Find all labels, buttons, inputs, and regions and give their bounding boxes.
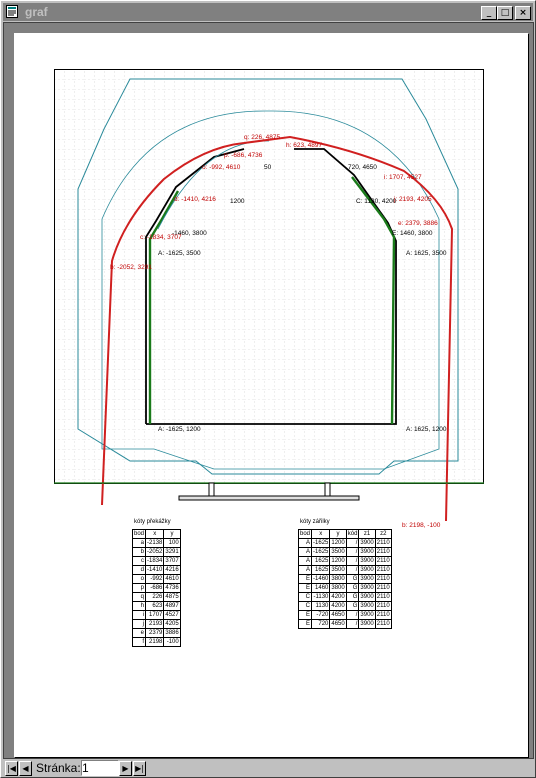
- table-cell: c: [133, 557, 146, 566]
- table-cell: 2110: [376, 539, 390, 546]
- table-cell: 2110: [376, 593, 390, 600]
- gauge-coordinates-table: [298, 529, 392, 629]
- table-cell: -1410: [147, 566, 163, 573]
- preview-page: [14, 33, 528, 757]
- table-cell: 2198: [146, 638, 164, 647]
- table-cell: -686: [146, 584, 164, 593]
- table-row: [299, 539, 392, 548]
- title-bar[interactable]: [3, 3, 533, 21]
- table-cell: -2052: [147, 548, 163, 555]
- table-row: [133, 620, 181, 629]
- table-cell: j: [133, 620, 146, 629]
- close-button[interactable]: ×: [515, 6, 531, 20]
- table-cell: 4650: [331, 620, 345, 627]
- table-cell: E: [299, 575, 312, 584]
- table-cell: 2110: [376, 557, 390, 564]
- table-cell: E: [299, 620, 312, 629]
- table-row: [133, 584, 181, 593]
- first-page-button[interactable]: |◀: [5, 761, 18, 776]
- drawing-label: o: -992, 4610: [202, 164, 241, 171]
- table-cell: 4875: [165, 593, 179, 600]
- table-cell: f: [133, 638, 146, 647]
- table-cell: d: [133, 566, 146, 575]
- table-cell: 623: [146, 602, 164, 611]
- table-cell: /: [346, 620, 359, 629]
- table-cell: G: [346, 593, 359, 602]
- gauge-table-title: kóty zářilky: [300, 519, 330, 525]
- table-row: [299, 593, 392, 602]
- table-cell: 4200: [331, 593, 345, 600]
- table-cell: 2110: [376, 584, 390, 591]
- table-cell: 3800: [331, 584, 345, 591]
- table-row: [299, 620, 392, 629]
- table-cell: 3291: [165, 548, 179, 555]
- table-cell: E: [299, 611, 312, 620]
- drawing-label: b: 2198, -100: [402, 522, 441, 529]
- table-cell: 3900: [360, 566, 374, 573]
- table-cell: /: [346, 557, 359, 566]
- table-cell: A: [299, 539, 312, 548]
- table-cell: G: [346, 602, 359, 611]
- table-cell: 100: [164, 539, 180, 548]
- table-cell: a: [133, 539, 146, 548]
- table-row: [299, 611, 392, 620]
- prev-page-button[interactable]: ◀: [19, 761, 32, 776]
- table-cell: C: [299, 593, 312, 602]
- table-row: [133, 539, 181, 548]
- table-row: [133, 638, 181, 647]
- print-preview-area[interactable]: [3, 22, 534, 759]
- table-cell: 2193: [146, 620, 164, 629]
- table-cell: -720: [312, 611, 330, 620]
- table-cell: 1460: [312, 584, 330, 593]
- table-cell: 2110: [376, 620, 390, 627]
- obstacle-table-title: kóty překážky: [134, 519, 171, 525]
- table-cell: 3800: [331, 575, 345, 582]
- table-cell: -992: [146, 575, 164, 584]
- table-cell: A: [299, 548, 312, 557]
- table-cell: e: [133, 629, 146, 638]
- drawing-label: i: 1707, 4527: [384, 174, 422, 181]
- table-cell: 2379: [146, 629, 164, 638]
- minimize-button[interactable]: _: [481, 6, 497, 20]
- column-header: kód: [347, 530, 358, 537]
- table-cell: 4205: [165, 620, 179, 627]
- table-cell: b: [133, 548, 146, 557]
- table-cell: 2110: [376, 611, 390, 618]
- table-cell: G: [346, 575, 359, 584]
- table-cell: 3900: [360, 557, 374, 564]
- table-cell: C: [299, 602, 312, 611]
- drawing-label: 1200: [230, 198, 245, 205]
- table-cell: 2110: [376, 575, 390, 582]
- table-row: [299, 584, 392, 593]
- app-icon: [6, 5, 18, 18]
- column-header: z2: [375, 530, 391, 539]
- table-cell: 3900: [360, 593, 374, 600]
- table-cell: 2110: [376, 602, 390, 609]
- table-row: [299, 566, 392, 575]
- table-cell: 1625: [312, 557, 330, 566]
- table-cell: /: [346, 539, 359, 548]
- obstacle-coordinates-table: [132, 529, 181, 647]
- rail-right: [325, 483, 330, 497]
- table-cell: 4527: [165, 611, 179, 618]
- table-cell: 3886: [165, 629, 179, 636]
- column-header: x: [312, 530, 330, 539]
- drawing-label: -1460, 3800: [172, 230, 207, 237]
- table-cell: 4216: [165, 566, 179, 573]
- table-cell: /: [346, 566, 359, 575]
- page-label: Stránka:: [36, 761, 81, 775]
- column-header: z1: [359, 530, 375, 539]
- drawing-label: A: -1625, 3500: [158, 250, 201, 257]
- table-cell: /: [346, 548, 359, 557]
- rail-left: [209, 483, 214, 497]
- table-cell: 3900: [360, 575, 374, 582]
- drawing-label: E: 1460, 3800: [392, 230, 433, 237]
- table-row: [133, 611, 181, 620]
- table-cell: 3900: [360, 620, 374, 627]
- table-cell: 4897: [165, 602, 179, 609]
- table-cell: -1625: [313, 539, 329, 546]
- table-cell: 3900: [360, 584, 374, 591]
- table-row: [133, 557, 181, 566]
- table-cell: A: [299, 566, 312, 575]
- table-row: [133, 548, 181, 557]
- table-row: [299, 602, 392, 611]
- table-cell: p: [133, 584, 146, 593]
- table-cell: 3707: [165, 557, 179, 564]
- table-cell: i: [133, 611, 146, 620]
- table-cell: /: [346, 611, 359, 620]
- last-page-button[interactable]: ▶|: [133, 761, 146, 776]
- table-cell: 3900: [360, 548, 374, 555]
- window-title: graf: [25, 5, 48, 19]
- next-page-button[interactable]: ▶: [119, 761, 132, 776]
- drawing-frame: [55, 70, 484, 484]
- table-cell: 226: [146, 593, 164, 602]
- table-cell: 3900: [360, 611, 374, 618]
- table-cell: o: [133, 575, 146, 584]
- page-number-field[interactable]: 1: [81, 760, 119, 776]
- table-row: [299, 548, 392, 557]
- table-cell: -2138: [147, 539, 163, 546]
- drawing-label: b: -2052, 3291: [110, 264, 152, 271]
- drawing-label: A: 1625, 3500: [406, 250, 447, 257]
- table-row: [133, 575, 181, 584]
- drawing-label: 720, 4650: [348, 164, 377, 171]
- table-cell: -100: [164, 638, 180, 647]
- column-header: x: [146, 530, 164, 539]
- drawing-label: e: 2379, 3886: [398, 220, 438, 227]
- table-cell: 2110: [376, 548, 390, 555]
- table-row: [133, 566, 181, 575]
- table-cell: 4650: [331, 611, 345, 618]
- table-cell: 1625: [312, 566, 330, 575]
- table-row: [299, 557, 392, 566]
- table-cell: 720: [312, 620, 330, 629]
- table-cell: 4736: [165, 584, 179, 591]
- table-cell: 4200: [331, 602, 345, 609]
- drawing-label: c: -1834, 3707: [140, 234, 182, 241]
- table-row: [133, 629, 181, 638]
- table-cell: 1130: [312, 602, 330, 611]
- table-cell: 1200: [331, 557, 345, 564]
- table-cell: -1625: [313, 548, 329, 555]
- table-cell: 2110: [376, 566, 390, 573]
- drawing-label: A: -1625, 1200: [158, 426, 201, 433]
- sleeper: [179, 496, 359, 500]
- table-cell: 4610: [165, 575, 179, 582]
- drawing-label: d: -1410, 4216: [174, 196, 216, 203]
- table-row: [299, 575, 392, 584]
- table-cell: -1130: [313, 593, 329, 600]
- table-cell: 3500: [331, 566, 345, 573]
- table-cell: 1200: [331, 539, 345, 546]
- table-cell: h: [133, 602, 146, 611]
- drawing-label: p: -686, 4736: [224, 152, 263, 159]
- table-cell: A: [299, 557, 312, 566]
- drawing-label: h: 623, 4897: [286, 142, 323, 149]
- column-header: bod: [134, 530, 145, 537]
- drawing-label: q: 226, 4875: [244, 134, 281, 141]
- table-cell: G: [346, 584, 359, 593]
- table-row: [133, 593, 181, 602]
- column-header: y: [330, 530, 346, 539]
- table-cell: E: [299, 584, 312, 593]
- status-bar: [3, 759, 533, 777]
- drawing-label: A: 1625, 1200: [406, 426, 447, 433]
- table-cell: -1834: [147, 557, 163, 564]
- drawing-label: j: 2193, 4205: [394, 196, 432, 203]
- table-cell: -1460: [313, 575, 329, 582]
- column-header: bod: [300, 530, 311, 537]
- drawing-label: 50: [264, 164, 272, 171]
- table-cell: q: [133, 593, 146, 602]
- table-cell: 3900: [360, 602, 374, 609]
- drawing-label: C: 1130, 4200: [356, 198, 397, 205]
- column-header: y: [164, 530, 180, 539]
- table-cell: 3900: [360, 539, 374, 546]
- maximize-button[interactable]: □: [497, 6, 513, 20]
- table-row: [133, 602, 181, 611]
- table-cell: 3500: [331, 548, 345, 555]
- table-cell: 1707: [146, 611, 164, 620]
